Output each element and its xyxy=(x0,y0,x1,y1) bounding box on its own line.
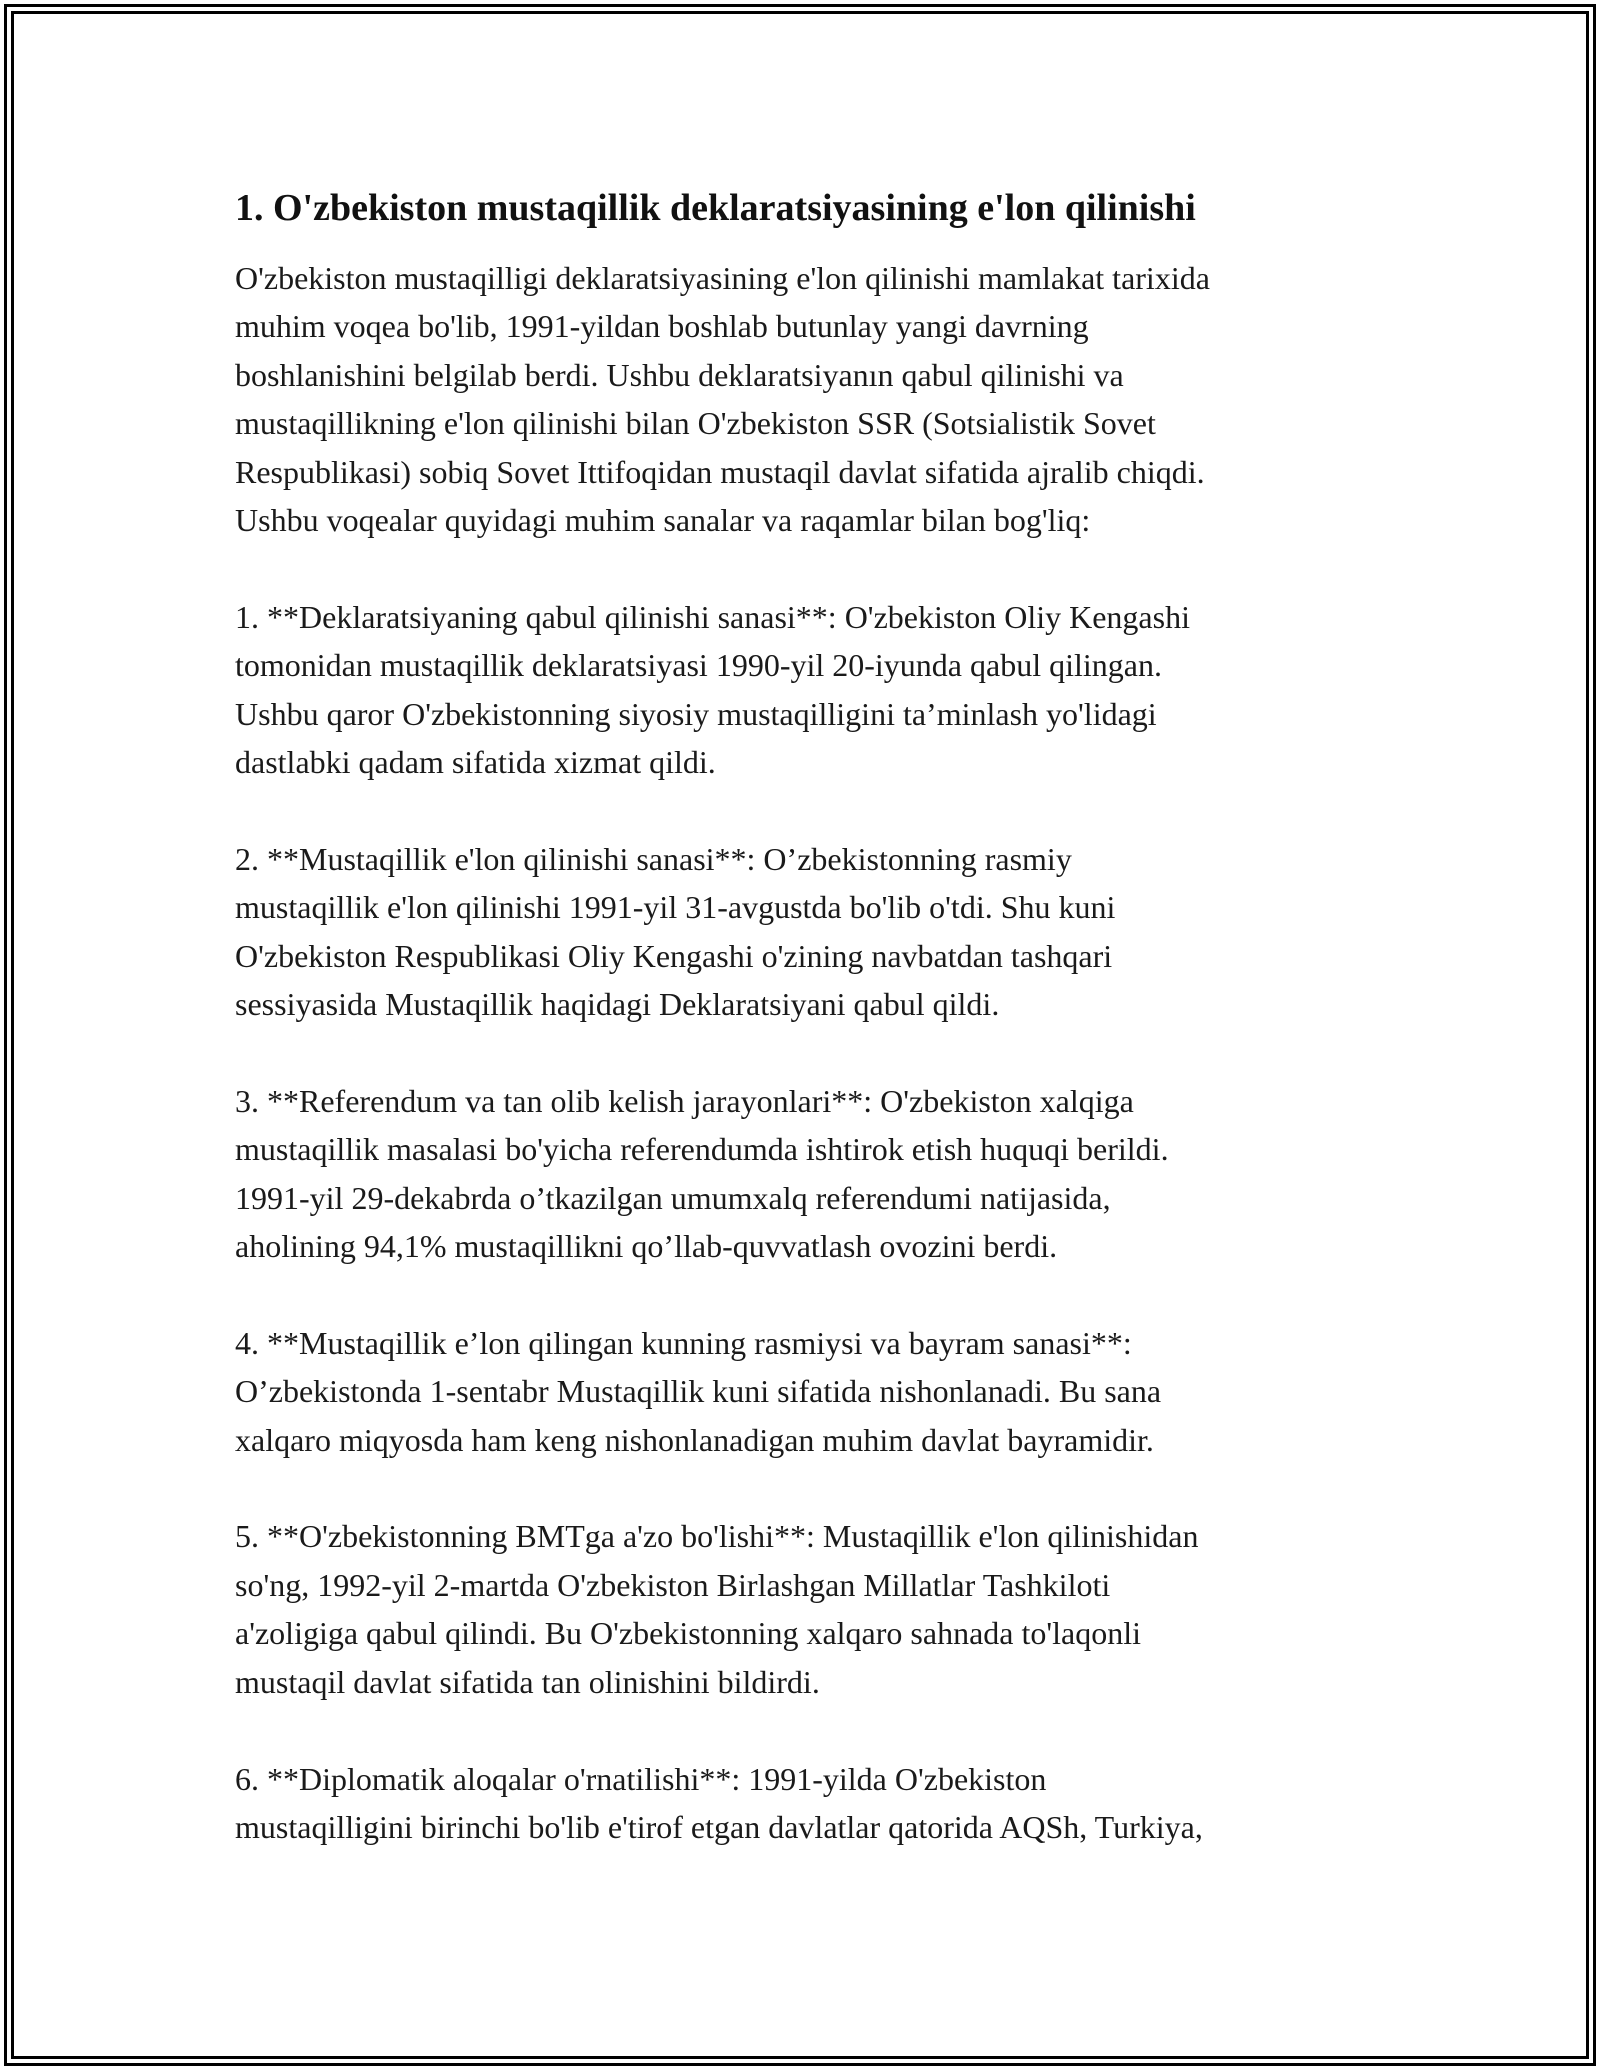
text-line: O'zbekiston mustaqilligi deklaratsiyasining e'lon qilinishi mamlakat tarixida xyxy=(235,260,1210,296)
text-line: so'ng, 1992-yil 2-martda O'zbekiston Birlashgan Millatlar Tashkiloti xyxy=(235,1566,1111,1603)
text-line: muhim voqea bo'lib, 1991-yildan boshlab butunlay yangi davrning xyxy=(235,308,1089,345)
text-line: 2. **Mustaqillik e'lon qilinishi sanasi**: O’zbekistonning rasmiy xyxy=(235,840,1072,877)
text-line: sessiyasida Mustaqillik haqidagi Deklaratsiyani qabul qildi. xyxy=(235,986,1000,1023)
text-line: 1. **Deklaratsiyaning qabul qilinishi sanasi**: O'zbekiston Oliy Kengashi xyxy=(235,598,1190,635)
list-item-5 xyxy=(235,1512,1375,1706)
text-line: mustaqillik masalasi bo'yicha referendumda ishtirok etish huquqi berildi. xyxy=(235,1131,1169,1168)
text-line: 3. **Referendum va tan olib kelish jarayonlari**: O'zbekiston xalqiga xyxy=(235,1082,1134,1119)
text-line: a'zoligiga qabul qilindi. Bu O'zbekistonning xalqaro sahnada to'laqonli xyxy=(235,1615,1141,1652)
text-line: mustaqillikning e'lon qilinishi bilan O'zbekiston SSR (Sotsialistik Sovet xyxy=(235,405,1156,442)
text-line: 6. **Diplomatik aloqalar o'rnatilishi**: 1991-yilda O'zbekiston xyxy=(235,1760,1047,1797)
text-line: mustaqillik e'lon qilinishi 1991-yil 31-avgustda bo'lib o'tdi. Shu kuni xyxy=(235,889,1116,926)
list-item-1 xyxy=(235,593,1375,787)
text-line: Ushbu voqealar quyidagi muhim sanalar va raqamlar bilan bog'liq: xyxy=(235,502,1091,539)
text-line: O’zbekistonda 1-sentabr Mustaqillik kuni sifatida nishonlanadi. Bu sana xyxy=(235,1373,1162,1410)
document-body xyxy=(235,184,1375,1900)
text-line: boshlanishini belgilab berdi. Ushbu deklaratsiyanın qabul qilinishi va xyxy=(235,356,1124,393)
text-line: 5. **O'zbekistonning BMTga a'zo bo'lishi**: Mustaqillik e'lon qilinishidan xyxy=(235,1518,1199,1555)
text-line: aholining 94,1% mustaqillikni qo’llab-quvvatlash ovozini berdi. xyxy=(235,1228,1058,1265)
list-item-4 xyxy=(235,1319,1375,1464)
text-line: O'zbekiston Respublikasi Oliy Kengashi o'zining navbatdan tashqari xyxy=(235,937,1113,974)
text-line: xalqaro miqyosda ham keng nishonlanadigan muhim davlat bayramidir. xyxy=(235,1421,1154,1458)
text-line: 1991-yil 29-dekabrda o’tkazilgan umumxalq referendumi natijasida, xyxy=(235,1179,1111,1216)
text-line: tomonidan mustaqillik deklaratsiyasi 1990-yil 20-iyunda qabul qilingan. xyxy=(235,647,1162,684)
list-item-3 xyxy=(235,1077,1375,1271)
text-line: mustaqil davlat sifatida tan olinishini bildirdi. xyxy=(235,1663,820,1700)
text-line: 4. **Mustaqillik e’lon qilingan kunning rasmiysi va bayram sanasi**: xyxy=(235,1324,1132,1361)
text-line: Ushbu qaror O'zbekistonning siyosiy mustaqilligini ta’minlash yo'lidagi xyxy=(235,695,1157,732)
list-item-6 xyxy=(235,1755,1375,1852)
intro-paragraph xyxy=(235,254,1375,544)
list-item-2 xyxy=(235,835,1375,1029)
section-title: 1. O'zbekiston mustaqillik deklaratsiyasining e'lon qilinishi xyxy=(235,187,1196,229)
text-line: dastlabki qadam sifatida xizmat qildi. xyxy=(235,744,716,781)
text-line: mustaqilligini birinchi bo'lib e'tirof etgan davlatlar qatorida AQSh, Turkiya, xyxy=(235,1808,1203,1845)
text-line: Respublikasi) sobiq Sovet Ittifoqidan mustaqil davlat sifatida ajralib chiqdi. xyxy=(235,453,1205,490)
